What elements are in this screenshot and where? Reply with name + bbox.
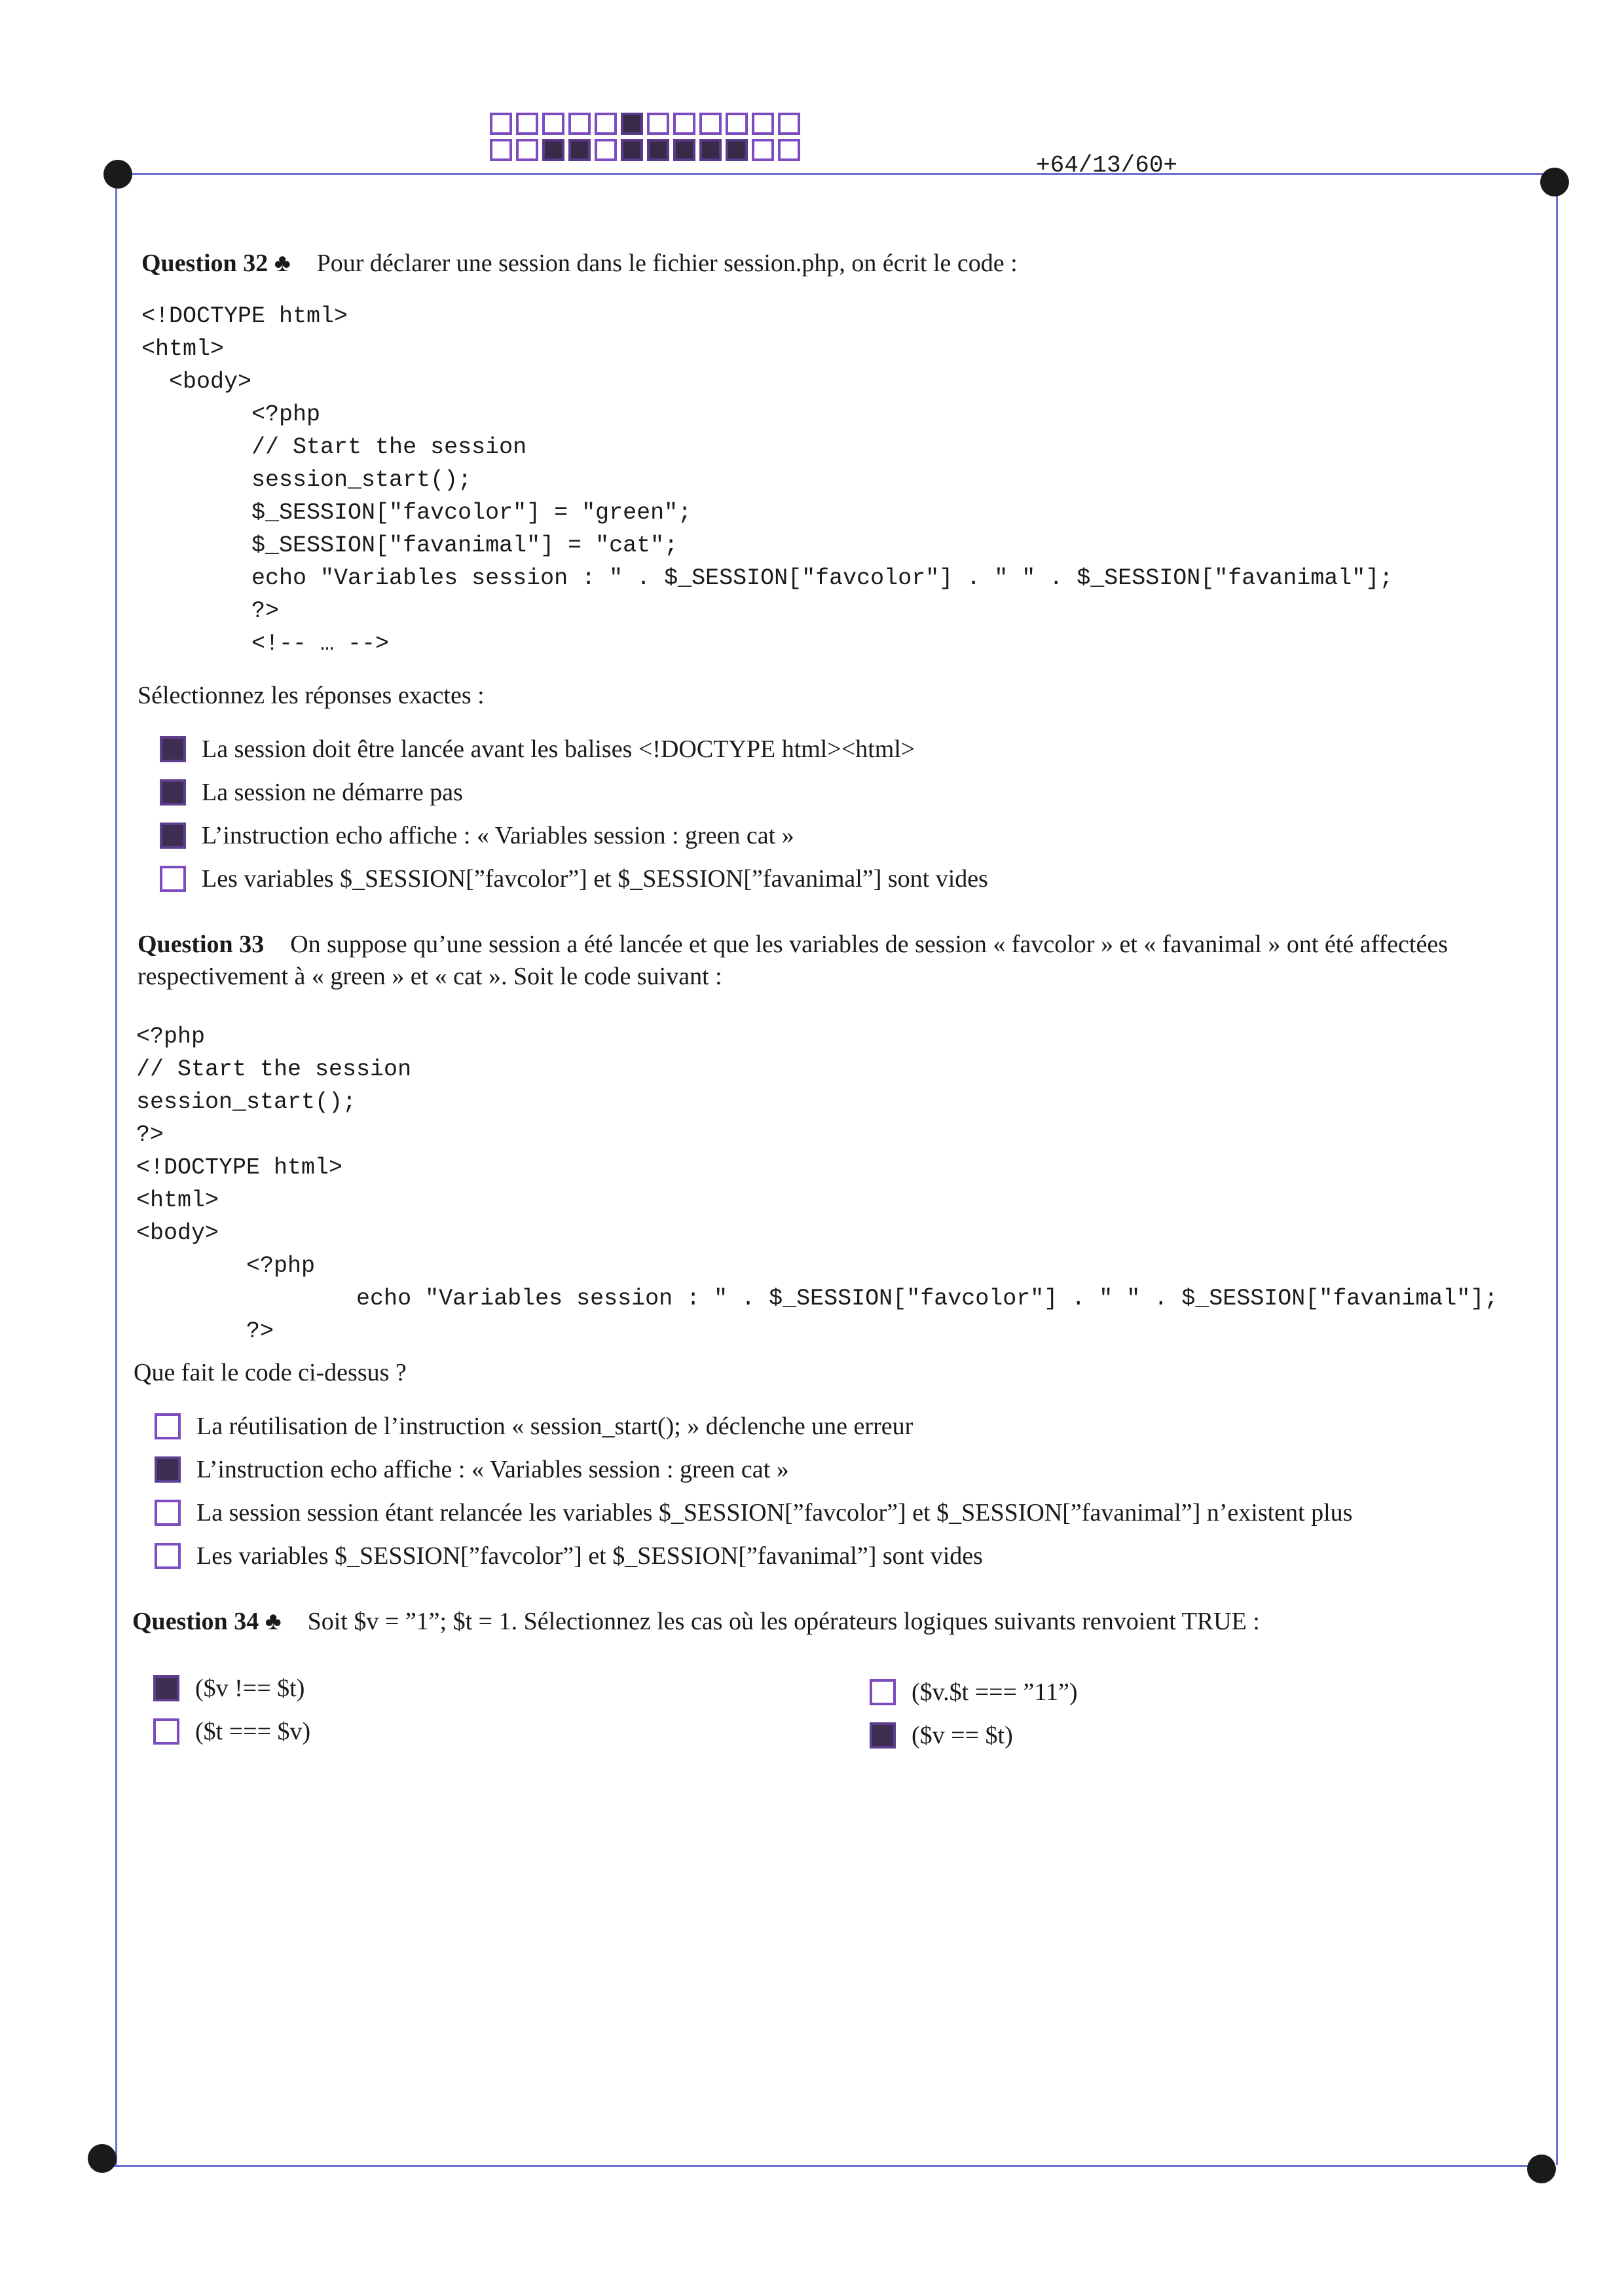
q32-option-2[interactable] [160, 778, 463, 807]
id-cell-r1-c2[interactable] [516, 113, 538, 135]
q32-option-3[interactable] [160, 821, 794, 850]
q33-option-3-label: La session session étant relancée les variables $_SESSION[”favcolor”] et $_SESSION[”favanimal”] n’existent plus [196, 1499, 1353, 1527]
id-cell-r2-c11[interactable] [752, 139, 774, 161]
id-cell-r1-c4[interactable] [568, 113, 591, 135]
question-33-prompt: Que fait le code ci-dessus ? [134, 1359, 407, 1386]
question-32-header [141, 248, 1536, 280]
q33-option-4[interactable] [155, 1542, 983, 1570]
q34-option-3-label: ($v.$t === ”11”) [912, 1678, 1078, 1706]
question-32-label: Question 32 ♣ [141, 250, 291, 277]
id-cell-r2-c4[interactable] [568, 139, 591, 161]
id-cell-r2-c5[interactable] [595, 139, 617, 161]
id-cell-r1-c6[interactable] [621, 113, 643, 135]
student-id-grid[interactable] [490, 113, 800, 161]
question-33-header [138, 929, 1532, 993]
q33-option-2[interactable] [155, 1455, 789, 1484]
id-cell-r1-c1[interactable] [490, 113, 512, 135]
q32-option-2-checkbox[interactable] [160, 779, 186, 805]
q34-option-2[interactable] [153, 1717, 310, 1746]
question-34-label: Question 34 ♣ [132, 1608, 282, 1635]
id-cell-r1-c3[interactable] [542, 113, 564, 135]
id-cell-r2-c7[interactable] [647, 139, 669, 161]
id-cell-r1-c9[interactable] [699, 113, 722, 135]
q34-option-2-checkbox[interactable] [153, 1718, 179, 1745]
q32-option-2-label: La session ne démarre pas [202, 779, 463, 806]
question-33-text: On suppose qu’une session a été lancée et que les variables de session « favcolor » et « favanimal » ont été affectées respectivement à « green » et « cat ». Soit le code suivant : [138, 931, 1448, 991]
q34-option-4[interactable] [870, 1721, 1013, 1750]
corner-dot-top-left [103, 160, 132, 189]
id-cell-r1-c12[interactable] [778, 113, 800, 135]
id-cell-r1-c10[interactable] [726, 113, 748, 135]
frame-bottom-line [102, 2165, 1545, 2167]
q34-option-4-checkbox[interactable] [870, 1722, 896, 1749]
q33-option-1[interactable] [155, 1412, 913, 1441]
question-34-header [132, 1606, 1534, 1638]
q33-option-2-checkbox[interactable] [155, 1456, 181, 1483]
id-cell-r2-c6[interactable] [621, 139, 643, 161]
question-33-code: <?php // Start the session session_start(); ?> <!DOCTYPE html> <html> <body> <?php echo "Variables session : " . $_SESSION["favcolor"] . " " . $_SESSION["favanimal"]; ?> [136, 1024, 1498, 1344]
q32-option-1-label: La session doit être lancée avant les balises <!DOCTYPE html><html> [202, 735, 915, 763]
q34-option-4-label: ($v == $t) [912, 1722, 1013, 1749]
question-32-prompt: Sélectionnez les réponses exactes : [138, 682, 485, 709]
q34-option-3-checkbox[interactable] [870, 1679, 896, 1705]
id-cell-r2-c8[interactable] [673, 139, 695, 161]
q33-option-1-label: La réutilisation de l’instruction « session_start(); » déclenche une erreur [196, 1413, 913, 1440]
question-32-text: Pour déclarer une session dans le fichier session.php, on écrit le code : [316, 250, 1018, 277]
id-cell-r1-c11[interactable] [752, 113, 774, 135]
id-cell-r2-c10[interactable] [726, 139, 748, 161]
id-cell-r2-c9[interactable] [699, 139, 722, 161]
q32-option-4[interactable] [160, 864, 988, 893]
id-cell-r1-c7[interactable] [647, 113, 669, 135]
q32-option-1-checkbox[interactable] [160, 736, 186, 762]
corner-dot-bottom-left [88, 2144, 117, 2173]
corner-dot-bottom-right [1527, 2155, 1556, 2183]
q33-option-4-checkbox[interactable] [155, 1543, 181, 1569]
q32-option-4-checkbox[interactable] [160, 866, 186, 892]
id-cell-r2-c3[interactable] [542, 139, 564, 161]
question-34-text: Soit $v = ”1”; $t = 1. Sélectionnez les cas où les opérateurs logiques suivants renvoient TRUE : [307, 1608, 1260, 1635]
frame-top-line [115, 173, 1559, 175]
q33-option-2-label: L’instruction echo affiche : « Variables session : green cat » [196, 1456, 789, 1483]
page-code: +64/13/60+ [1036, 152, 1178, 179]
q33-option-4-label: Les variables $_SESSION[”favcolor”] et $_SESSION[”favanimal”] sont vides [196, 1542, 983, 1570]
question-33-label: Question 33 [138, 931, 265, 958]
q34-option-3[interactable] [870, 1678, 1078, 1707]
q32-option-1[interactable] [160, 735, 915, 764]
corner-dot-top-right [1540, 168, 1569, 196]
id-cell-r2-c2[interactable] [516, 139, 538, 161]
q32-option-3-checkbox[interactable] [160, 823, 186, 849]
q34-option-1[interactable] [153, 1674, 304, 1703]
id-cell-r1-c5[interactable] [595, 113, 617, 135]
id-cell-r2-c1[interactable] [490, 139, 512, 161]
q33-option-3-checkbox[interactable] [155, 1500, 181, 1526]
id-cell-r1-c8[interactable] [673, 113, 695, 135]
frame-left-line [115, 173, 117, 2165]
q34-option-1-checkbox[interactable] [153, 1675, 179, 1701]
q34-option-2-label: ($t === $v) [195, 1718, 311, 1745]
id-cell-r2-c12[interactable] [778, 139, 800, 161]
frame-right-line [1556, 173, 1558, 2165]
q33-option-3[interactable] [155, 1498, 1352, 1527]
q32-option-4-label: Les variables $_SESSION[”favcolor”] et $_SESSION[”favanimal”] sont vides [202, 865, 988, 893]
q33-option-1-checkbox[interactable] [155, 1413, 181, 1439]
q32-option-3-label: L’instruction echo affiche : « Variables session : green cat » [202, 822, 794, 849]
question-32-code: <!DOCTYPE html> <html> <body> <?php // Start the session session_start(); $_SESSION["favcolor"] = "green"; $_SESSION["favanimal"] = "cat"; echo "Variables session : " . $_SESSION["favcolor"] . " " . $_SESSION["favanimal"]; ?> <!-- … --> [141, 303, 1393, 657]
q34-option-1-label: ($v !== $t) [195, 1675, 305, 1702]
